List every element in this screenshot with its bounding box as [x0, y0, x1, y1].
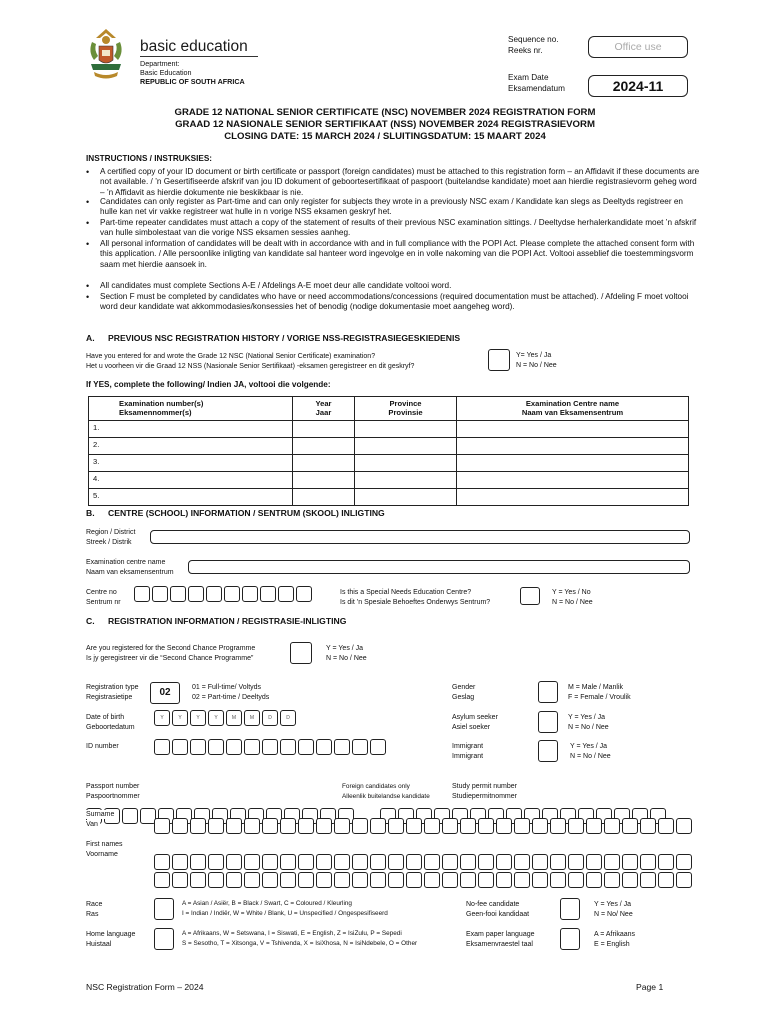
special-needs-yn-1: Y = Yes / No [552, 589, 591, 596]
second-chance-yn-2: N = No / Nee [326, 655, 367, 662]
home-language-opt-2: S = Sesotho, T = Xitsonga, V = Tshivenda, X = IsiXhosa, N = IsiNdebele, O = Other [182, 940, 418, 947]
second-chance-box[interactable] [290, 642, 312, 664]
passport-label-af: Paspoortnommer [86, 793, 140, 800]
permit-label-af: Studiepermitnommer [452, 793, 517, 800]
race-box[interactable] [154, 898, 174, 920]
coat-of-arms-logo [86, 26, 126, 84]
instruction-item: • Candidates can only register as Part-time and can only register for subjects they wrote in a previously NSC exam / Kandidate kan slegs as Deeltyds registreer en hulle kan net vir vakke registreer wat hulle in n vorige NSS eksamen geskryf het. [100, 197, 700, 218]
col-year: Year Jaar [293, 397, 355, 421]
asylum-label-af: Asiel soeker [452, 724, 491, 731]
dept-line-1: Department: [140, 59, 180, 68]
dept-line-3: REPUBLIC OF SOUTH AFRICA [140, 77, 245, 86]
gender-box[interactable] [538, 681, 558, 703]
centre-no-label-en: Centre no [86, 589, 117, 596]
section-c-title: REGISTRATION INFORMATION / REGISTRASIE-INLIGTING [108, 616, 347, 626]
form-title-af: GRAAD 12 NASIONALE SENIOR SERTIFIKAAT (NSS) NOVEMBER 2024 REGISTRASIEVORM [175, 119, 595, 130]
table-row[interactable]: 2. [89, 438, 689, 455]
table-row[interactable]: 4. [89, 472, 689, 489]
surname-cells[interactable] [154, 818, 694, 834]
paper-language-opt-1: A = Afrikaans [594, 931, 636, 938]
region-field[interactable] [150, 530, 690, 544]
section-c-letter: C. [86, 616, 95, 626]
exam-date-value: 2024-11 [612, 78, 664, 94]
immigrant-label-en: Immigrant [452, 743, 484, 750]
foreign-note-en: Foreign candidates only [342, 783, 410, 790]
special-needs-yn-2: N = No / Nee [552, 599, 593, 606]
regtype-opt-2: 02 = Part-time / Deeltyds [192, 694, 270, 701]
gender-label-en: Gender [452, 684, 476, 691]
home-language-box[interactable] [154, 928, 174, 950]
immigrant-label-af: Immigrant [452, 753, 484, 760]
dept-line-2: Basic Education [140, 68, 192, 77]
section-a-if-yes: If YES, complete the following/ Indien JA, voltooi die volgende: [86, 380, 331, 389]
col-province: Province Provinsie [355, 397, 457, 421]
special-needs-label-af: Is dit ’n Spesiale Behoeftes Onderwys Sentrum? [340, 599, 491, 606]
instruction-item: • Part-time repeater candidates must attach a copy of the statement of results of their previous NSC examination sittings. / Deeltydse herhalerkandidate moet ’n afskrif van hulle simbolestaat van die vorige NSS eksamen sessies aanheg. [100, 218, 700, 239]
special-needs-label-en: Is this a Special Needs Education Centre? [340, 589, 472, 596]
second-chance-label-af: Is jy geregistreer vir die “Second Chance Programme” [86, 655, 254, 662]
foreign-note-af: Alleenlik buitelandse kandidate [342, 793, 430, 800]
footer-form-name: NSC Registration Form – 2024 [86, 982, 204, 992]
section-a-question-en: Have you entered for and wrote the Grade 12 NSC (National Senior Certificate) examination? [86, 353, 376, 360]
region-label-en: Region / District [86, 529, 136, 536]
paper-language-box[interactable] [560, 928, 580, 950]
col-exam-number: Examination number(s) Eksamennommer(s) [89, 397, 293, 421]
nofee-box[interactable] [560, 898, 580, 920]
closing-date: CLOSING DATE: 15 MARCH 2024 / SLUITINGSDATUM: 15 MAART 2024 [224, 131, 546, 142]
exam-centre-label-af: Naam van eksamensentrum [86, 569, 174, 576]
home-language-opt-1: A = Afrikaans, W = Setswana, I = Siswati, E = English, Z = IsiZulu, P = Sepedi [182, 930, 402, 937]
immigrant-box[interactable] [538, 740, 558, 762]
section-b-title: CENTRE (SCHOOL) INFORMATION / SENTRUM (SKOOL) INLIGTING [108, 508, 385, 518]
form-title-en: GRADE 12 NATIONAL SENIOR CERTIFICATE (NSC) NOVEMBER 2024 REGISTRATION FORM [174, 107, 596, 118]
asylum-box[interactable] [538, 711, 558, 733]
instruction-item: • A certified copy of your ID document or birth certificate or passport (foreign candidates) must be attached to this registration form – an Affidavit if these documents are not available. / ’n Gesertifiseerde afskrif van jou ID dokument of geboortesertifikaat of paspoort (buitelandse kandidate) moet aan hierdie registrasievorm geheg word – ’n Affidavit as hierdie dokumente nie beskikbaar is nie. [100, 167, 700, 197]
gender-opt-2: F = Female / Vroulik [568, 694, 631, 701]
first-names-cells-2[interactable] [154, 872, 694, 888]
instructions-heading: INSTRUCTIONS / INSTRUKSIES: [86, 154, 213, 163]
passport-label-en: Passport number [86, 783, 140, 790]
id-label: ID number [86, 743, 119, 750]
instruction-item: • All candidates must complete Sections A-E / Afdelings A-E moet deur alle candidate voltooi word. [100, 281, 700, 292]
race-opt-2: I = Indian / Indiër, W = White / Blank, U = Unspecified / Ongespesifiseerd [182, 910, 388, 917]
first-names-cells-1[interactable] [154, 854, 694, 870]
first-names-label-af: Voorname [86, 851, 118, 858]
section-a-question-af: Het u voorheen vir die Graad 12 NSS (Nasionale Senior Sertifikaat) -eksamen geregistreer en dit geskryf? [86, 363, 415, 370]
table-row[interactable]: 3. [89, 455, 689, 472]
exam-centre-label-en: Examination centre name [86, 559, 166, 566]
regtype-opt-1: 01 = Full-time/ Voltyds [192, 684, 262, 691]
brand-name: basic education [140, 38, 248, 55]
section-a-letter: A. [86, 333, 95, 343]
gender-label-af: Geslag [452, 694, 475, 701]
id-number-cells[interactable] [154, 739, 388, 755]
exam-date-label-en: Exam Date [508, 73, 549, 82]
instruction-item: • Section F must be completed by candidates who have or need accommodations/concessions (required documentation must be attached). / Afdeling F moet voltooi word deur kandidate wat akkommodasies/konsessies het of benodig (nodige dokumentasie moet aangeheg word). [100, 292, 700, 313]
regtype-label-af: Registrasietipe [86, 694, 133, 701]
immigrant-yn-1: Y = Yes / Ja [570, 743, 608, 750]
asylum-yn-2: N = No / Nee [568, 724, 609, 731]
brand-underline [140, 56, 258, 57]
regtype-value: 02 [159, 687, 171, 698]
exam-centre-field[interactable] [188, 560, 690, 574]
second-chance-label-en: Are you registered for the Second Chance Programme [86, 645, 256, 652]
asylum-yn-1: Y = Yes / Ja [568, 714, 606, 721]
dob-label-af: Geboortedatum [86, 724, 135, 731]
race-label-en: Race [86, 901, 103, 908]
sequence-label-en: Sequence no. [508, 35, 559, 44]
sequence-label-af: Reeks nr. [508, 46, 543, 55]
region-label-af: Streek / Distrik [86, 539, 132, 546]
centre-no-cells[interactable] [134, 586, 314, 602]
nofee-yn-2: N = No/ Nee [594, 911, 633, 918]
paper-language-opt-2: E = English [594, 941, 630, 948]
home-language-label-af: Huistaal [86, 941, 112, 948]
section-b-letter: B. [86, 508, 95, 518]
table-row[interactable]: 5. [89, 489, 689, 506]
dob-cells[interactable]: Y Y Y Y M M D D [154, 710, 298, 726]
paper-language-label-af: Eksamenvraestel taal [466, 941, 533, 948]
section-a-yn-2: N = No / Nee [516, 362, 557, 369]
exam-date-label-af: Eksamendatum [508, 84, 565, 93]
centre-no-label-af: Sentrum nr [86, 599, 121, 606]
permit-label-en: Study permit number [452, 783, 517, 790]
gender-opt-1: M = Male / Manlik [568, 684, 624, 691]
first-names-label-en: First names [86, 841, 123, 848]
asylum-label-en: Asylum seeker [452, 714, 498, 721]
section-a-title: PREVIOUS NSC REGISTRATION HISTORY / VORIGE NSS-REGISTRASIEGESKIEDENIS [108, 333, 461, 343]
instructions-list [100, 167, 700, 313]
col-centre-name: Examination Centre name Naam van Eksamensentrum [457, 397, 689, 421]
section-a-yn-1: Y= Yes / Ja [516, 352, 552, 359]
surname-label-af: Van [86, 821, 98, 828]
second-chance-yn-1: Y = Yes / Ja [326, 645, 364, 652]
dob-label-en: Date of birth [86, 714, 125, 721]
special-needs-box[interactable] [520, 587, 540, 605]
section-a-yn-box[interactable] [488, 349, 510, 371]
nofee-label-en: No-fee candidate [466, 901, 520, 908]
immigrant-yn-2: N = No / Nee [570, 753, 611, 760]
regtype-label-en: Registration type [86, 684, 139, 691]
paper-language-label-en: Exam paper language [466, 931, 535, 938]
table-row[interactable]: 1. [89, 421, 689, 438]
surname-label-en-visible: Surname [86, 811, 115, 818]
nofee-yn-1: Y = Yes / Ja [594, 901, 632, 908]
history-table [88, 396, 689, 506]
sequence-office-use: Office use [614, 41, 662, 53]
nofee-label-af: Geen-fooi kandidaat [466, 911, 530, 918]
footer-page-number: Page 1 [636, 982, 664, 992]
home-language-label-en: Home language [86, 931, 136, 938]
instruction-item: • All personal information of candidates will be dealt with in accordance with and in full compliance with the POPI Act. Please complete the attached consent form with this application. / Alle persoonlike inligting van kandidate sal hanteer word ingevolge en in volle nakoming van die POPI Act. Voltooi asseblief die toestemmingsvorm saam met hierdie aansoek in. [100, 239, 700, 281]
race-opt-1: A = Asian / Asiër, B = Black / Swart, C = Coloured / Kleurling [182, 900, 352, 907]
race-label-af: Ras [86, 911, 99, 918]
